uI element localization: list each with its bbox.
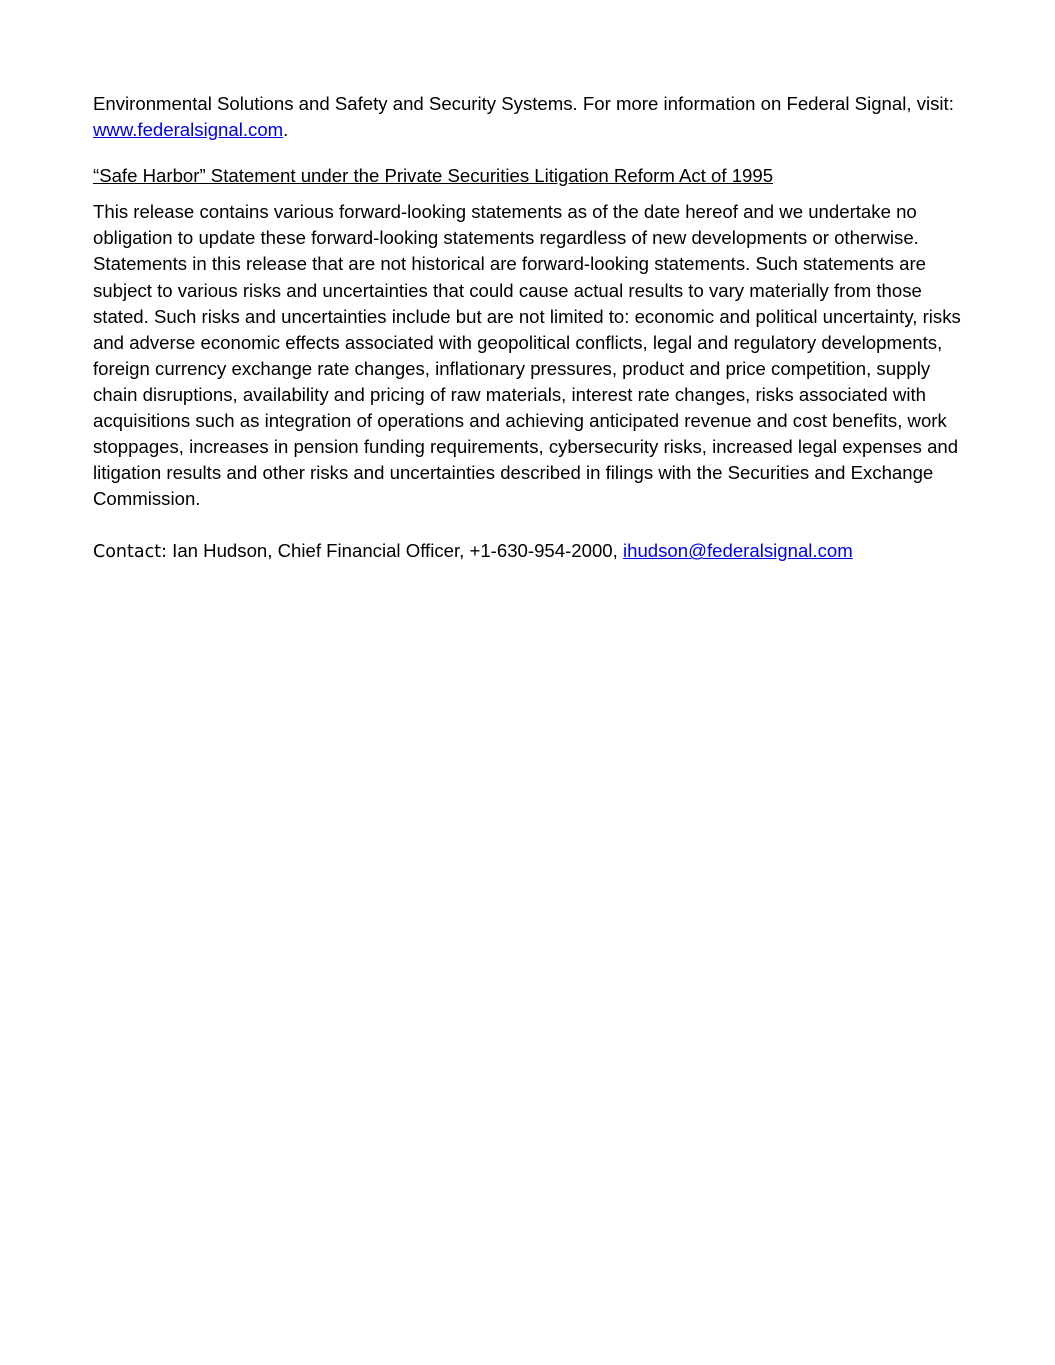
intro-text: Environmental Solutions and Safety and Security Systems. For more information on Federal Signal, visit: (93, 93, 954, 114)
safe-harbor-body: This release contains various forward-looking statements as of the date hereof and we undertake no obligation to update these forward-looking statements regardless of new developments or otherwise. Statements in this release that are not historical are forward-looking statements. Such statements are subject to various risks and uncertainties that could cause actual results to vary materially from those stated. Such risks and uncertainties include but are not limited to: economic and political uncertainty, risks and adverse economic effects associated with geopolitical conflicts, legal and regulatory developments, foreign currency exchange rate changes, inflationary pressures, product and price competition, supply chain disruptions, availability and pricing of raw materials, interest rate changes, risks associated with acquisitions such as integration of operations and achieving anticipated revenue and cost benefits, work stoppages, increases in pension funding requirements, cybersecurity risks, increased legal expenses and litigation results and other risks and uncertainties described in filings with the Securities and Exchange Commission. (93, 201, 961, 510)
intro-paragraph (93, 91, 973, 143)
contact-label: Contact: (93, 542, 167, 563)
contact-line (93, 538, 973, 565)
email-link[interactable]: ihudson@federalsignal.com (622, 540, 853, 562)
intro-suffix: . (283, 119, 289, 141)
document-page (93, 91, 973, 566)
safe-harbor-heading: “Safe Harbor” Statement under the Private Securities Litigation Reform Act of 1995 (93, 165, 774, 187)
website-link[interactable]: www.federalsignal.com (93, 119, 284, 141)
contact-details: Ian Hudson, Chief Financial Officer, +1-630-954-2000, (166, 540, 623, 562)
